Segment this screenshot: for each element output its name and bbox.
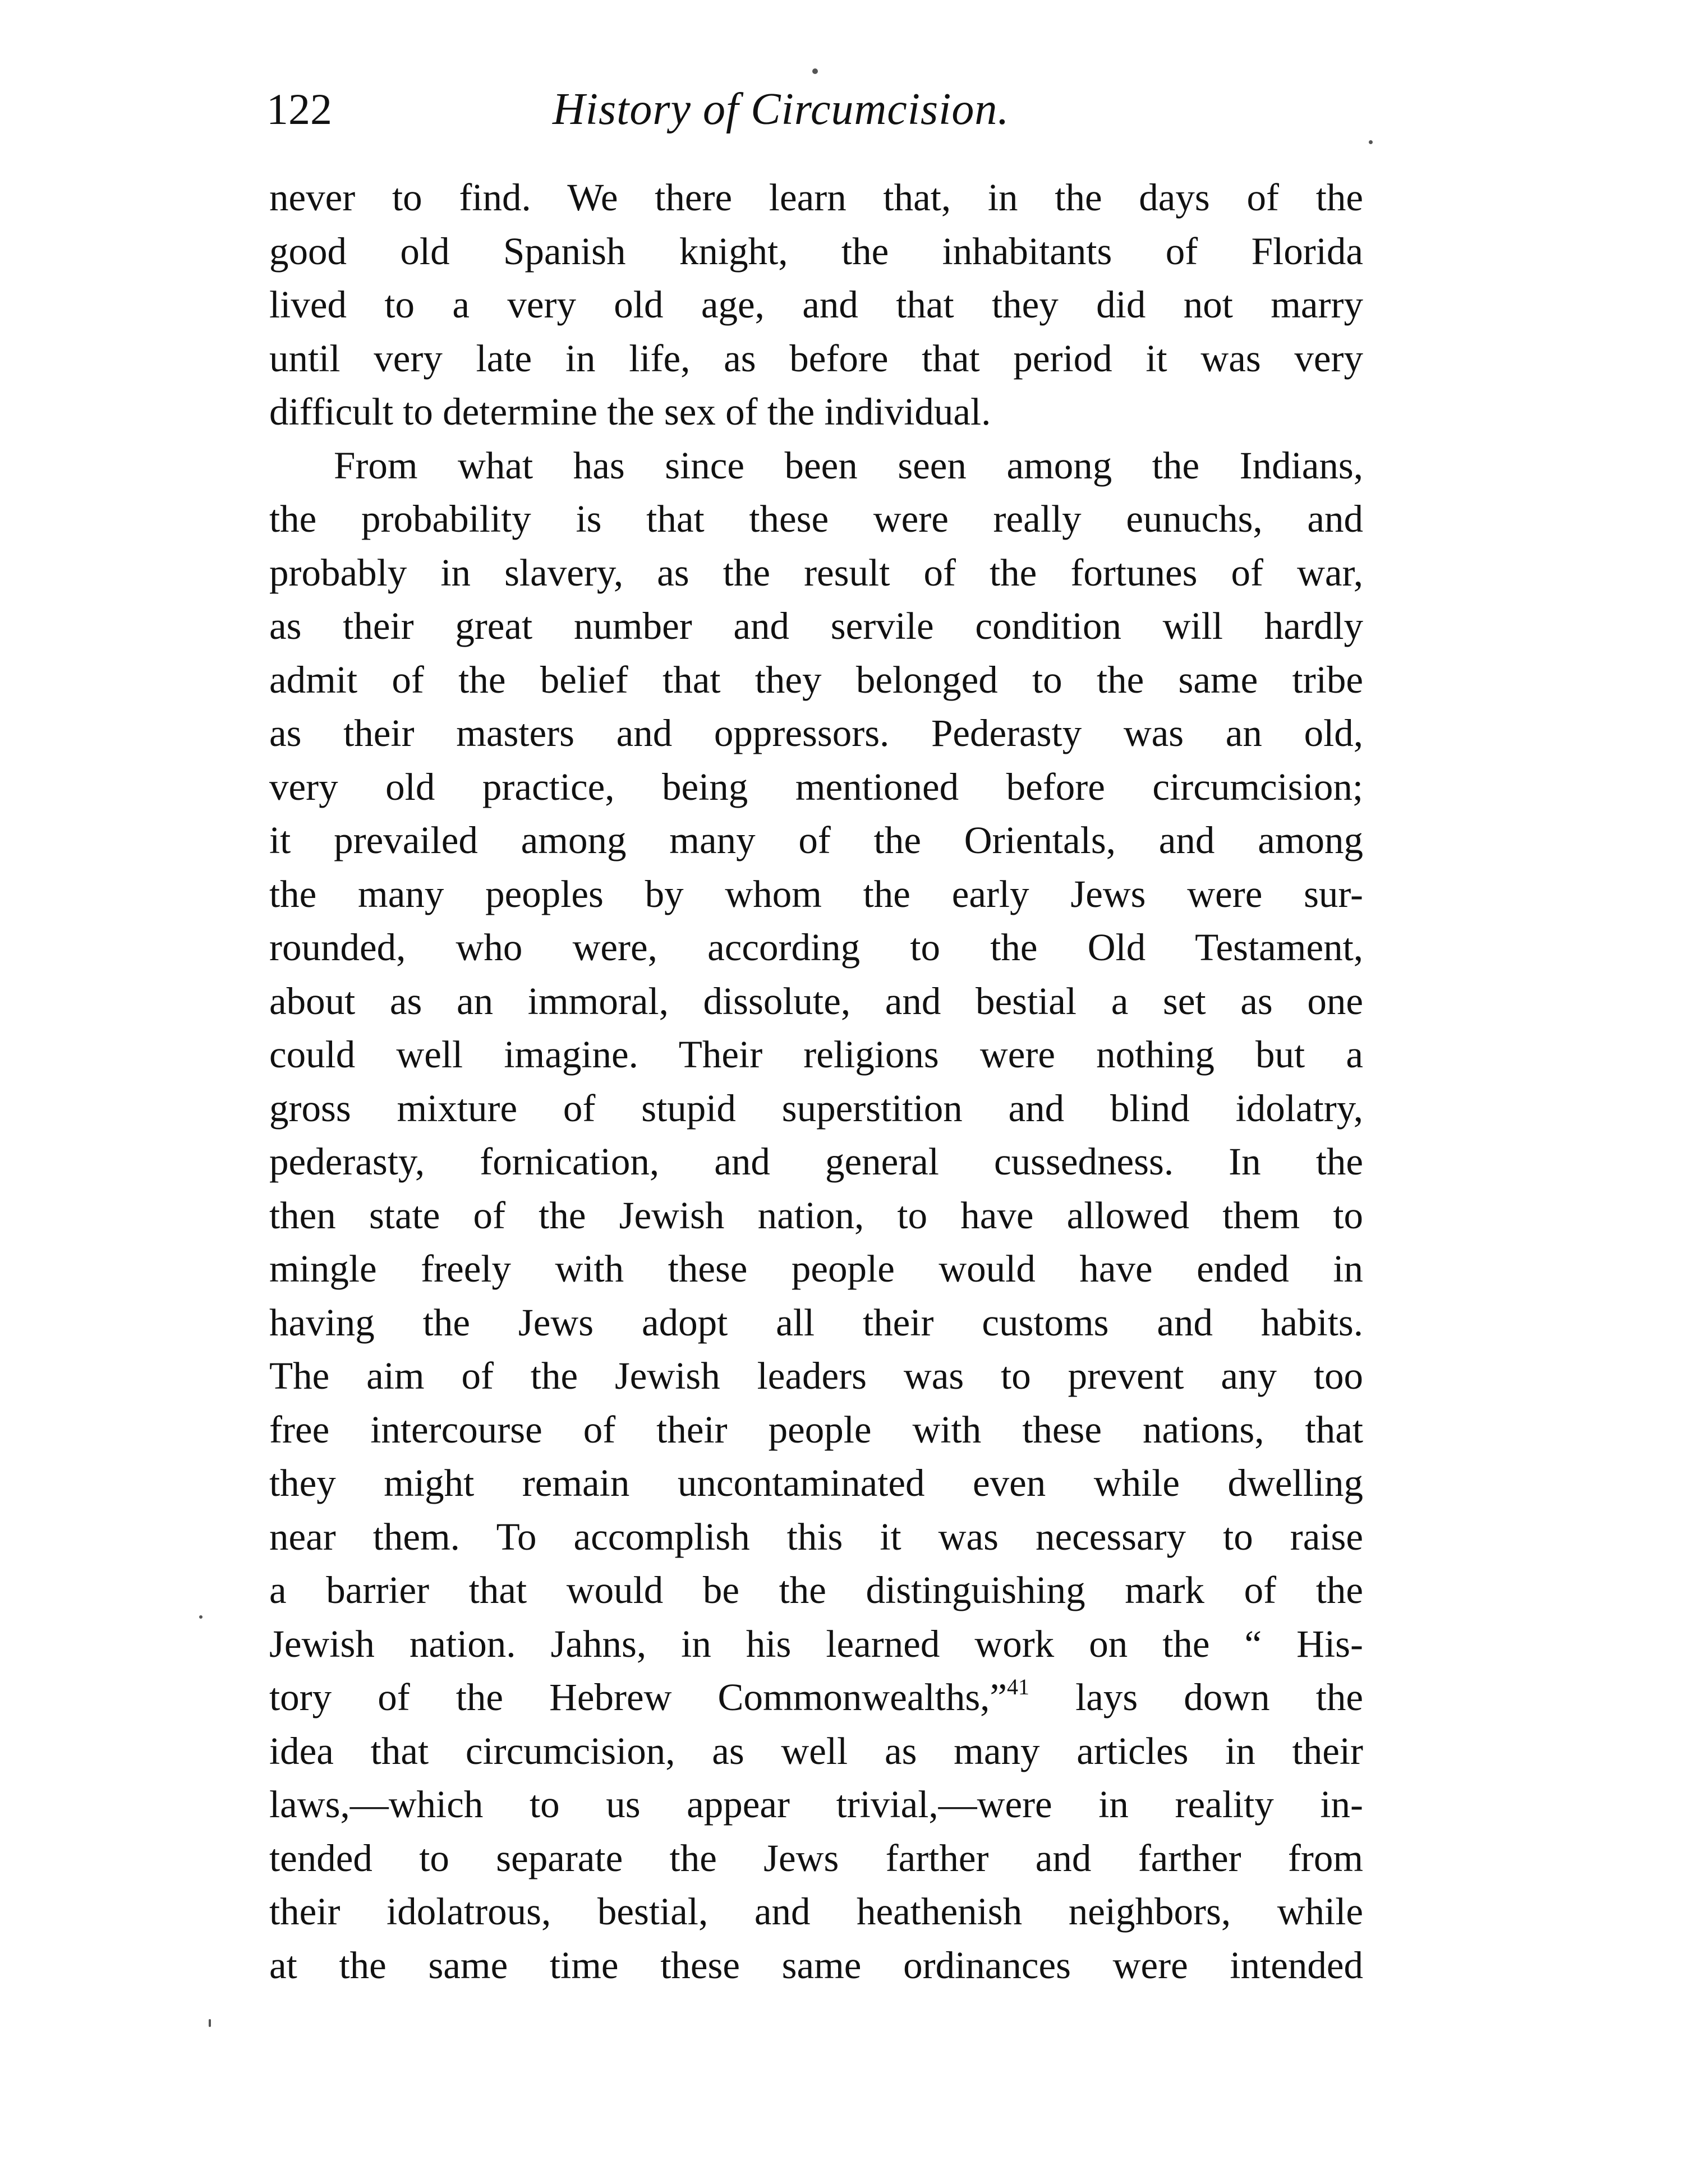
text-line: about as an immoral, dissolute, and bestial a set as one [269,979,1363,1022]
footnote-ref: 41 [1007,1674,1030,1699]
text-line: Jewish nation. Jahns, in his learned work on the “ His- [269,1622,1363,1665]
text-line-start: tory of the Hebrew Commonwealths,” [269,1676,1007,1718]
text-line: very old practice, being mentioned before circumcision; [269,765,1363,808]
text-line: admit of the belief that they belonged to the same tribe [269,658,1363,701]
text-line: lived to a very old age, and that they did not marry [269,283,1363,326]
text-line: never to find. We there learn that, in the days of the [269,176,1363,219]
print-speck [812,68,818,74]
text-line: they might remain uncontaminated even while dwelling [269,1462,1363,1504]
text-line-with-footnote [269,1671,1363,1725]
text-line: having the Jews adopt all their customs and habits. [269,1301,1363,1344]
text-line: a barrier that would be the distinguishing mark of the [269,1569,1363,1611]
text-line: their idolatrous, bestial, and heathenish neighbors, while [269,1890,1363,1933]
text-line: gross mixture of stupid superstition and blind idolatry, [269,1086,1363,1130]
text-line: the many peoples by whom the early Jews were sur- [269,872,1363,915]
text-line: laws,—which to us appear trivial,—were in reality in- [269,1783,1363,1826]
text-line: mingle freely with these people would have ended in [269,1247,1363,1290]
paragraph-1 [269,171,1363,439]
text-line: difficult to determine the sex of the individual. [269,390,991,433]
text-line: free intercourse of their people with these nations, that [269,1408,1363,1451]
text-line: could well imagine. Their religions were nothing but a [269,1033,1363,1076]
page-header [266,79,1366,140]
text-line: it prevailed among many of the Orientals, and among [269,819,1363,861]
text-line: the probability is that these were really eunuchs, and [269,497,1363,540]
body-text [269,171,1363,2050]
text-line: rounded, who were, according to the Old Testament, [269,926,1363,969]
text-line: tended to separate the Jews farther and farther from [269,1836,1363,1879]
text-line: From what has since been seen among the Indians, [334,444,1363,487]
text-line-end: lays down the [1029,1676,1363,1718]
text-line: until very late in life, as before that period it was very [269,337,1363,380]
text-line: pederasty, fornication, and general cussedness. In the [269,1140,1363,1183]
text-line: probably in slavery, as the result of the fortunes of war, [269,551,1363,594]
text-line: near them. To accomplish this it was necessary to raise [269,1515,1363,1558]
print-speck [1369,140,1373,144]
text-line: as their masters and oppressors. Pederasty was an old, [269,712,1363,754]
page-number: 122 [266,85,332,133]
text-line: idea that circumcision, as well as many articles in their [269,1729,1363,1772]
text-line: good old Spanish knight, the inhabitants of Florida [269,229,1363,273]
text-line: The aim of the Jewish leaders was to prevent any too [269,1354,1363,1397]
running-title: History of Circumcision. [553,85,1010,134]
text-line: at the same time these same ordinances were intended [269,1943,1363,1987]
print-speck [199,1615,203,1619]
text-line: then state of the Jewish nation, to have allowed them to [269,1194,1363,1237]
paragraph-2 [269,439,1363,1993]
print-speck [209,2019,211,2027]
text-line: as their great number and servile condition will hardly [269,605,1363,647]
